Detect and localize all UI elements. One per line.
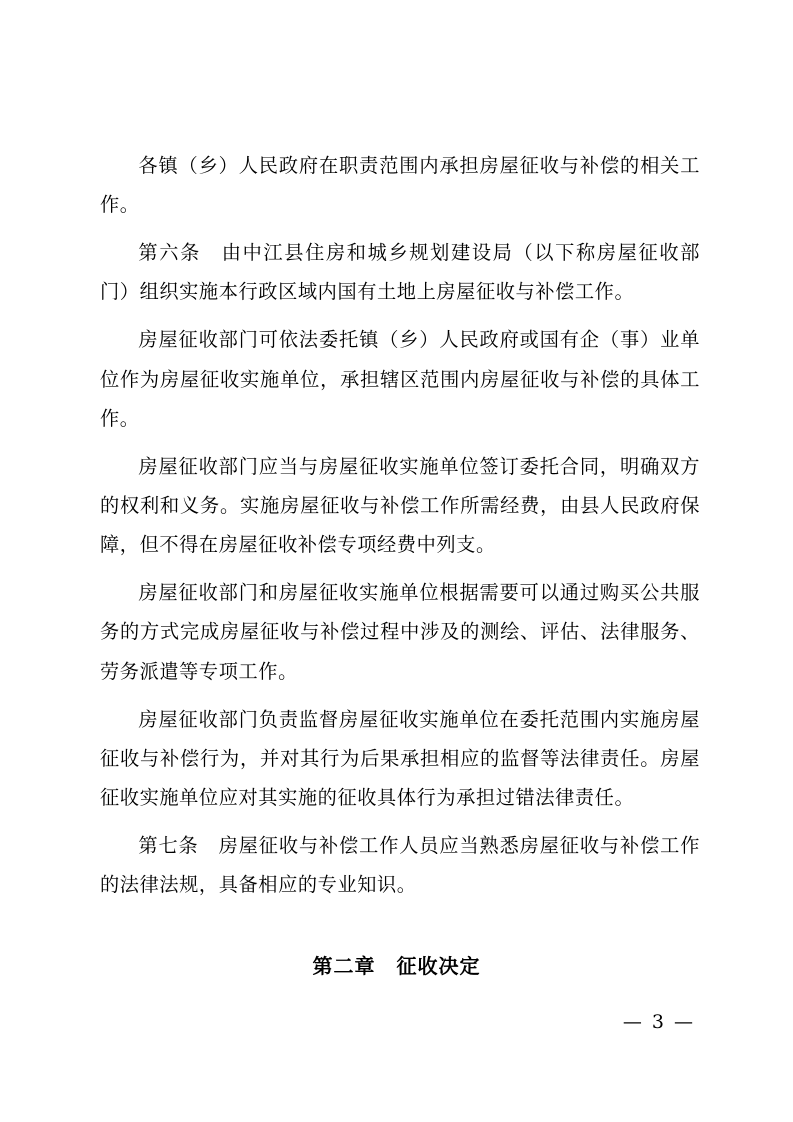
paragraph-supervision-liability: 房屋征收部门负责监督房屋征收实施单位在委托范围内实施房屋征收与补偿行为，并对其行为后果承担相应的监督等法律责任。房屋征收实施单位应对其实施的征收具体行为承担过错法律责任。 [100,707,700,810]
document-body [100,146,700,913]
paragraph-article-6: 第六条 由中江县住房和城乡规划建设局（以下称房屋征收部门）组织实施本行政区域内国有土地上房屋征收与补偿工作。 [100,241,700,304]
paragraph-entrusted-implementation: 房屋征收部门可依法委托镇（乡）人民政府或国有企（事）业单位作为房屋征收实施单位，承担辖区范围内房屋征收与补偿的具体工作。 [100,328,700,430]
paragraph-purchase-services: 房屋征收部门和房屋征收实施单位根据需要可以通过购买公共服务的方式完成房屋征收与补偿过程中涉及的测绘、评估、法律服务、劳务派遣等专项工作。 [100,581,700,683]
page-number: — 3 — [622,1011,695,1033]
chapter-heading: 第二章 征收决定 [312,954,481,978]
paragraph-entrustment-contract: 房屋征收部门应当与房屋征收实施单位签订委托合同，明确双方的权利和义务。实施房屋征收与补偿工作所需经费，由县人民政府保障，但不得在房屋征收补偿专项经费中列支。 [100,454,700,557]
paragraph-article-7: 第七条 房屋征收与补偿工作人员应当熟悉房屋征收与补偿工作的法律法规，具备相应的专业知识。 [100,834,700,897]
paragraph-township-responsibility: 各镇（乡）人民政府在职责范围内承担房屋征收与补偿的相关工作。 [100,154,700,217]
